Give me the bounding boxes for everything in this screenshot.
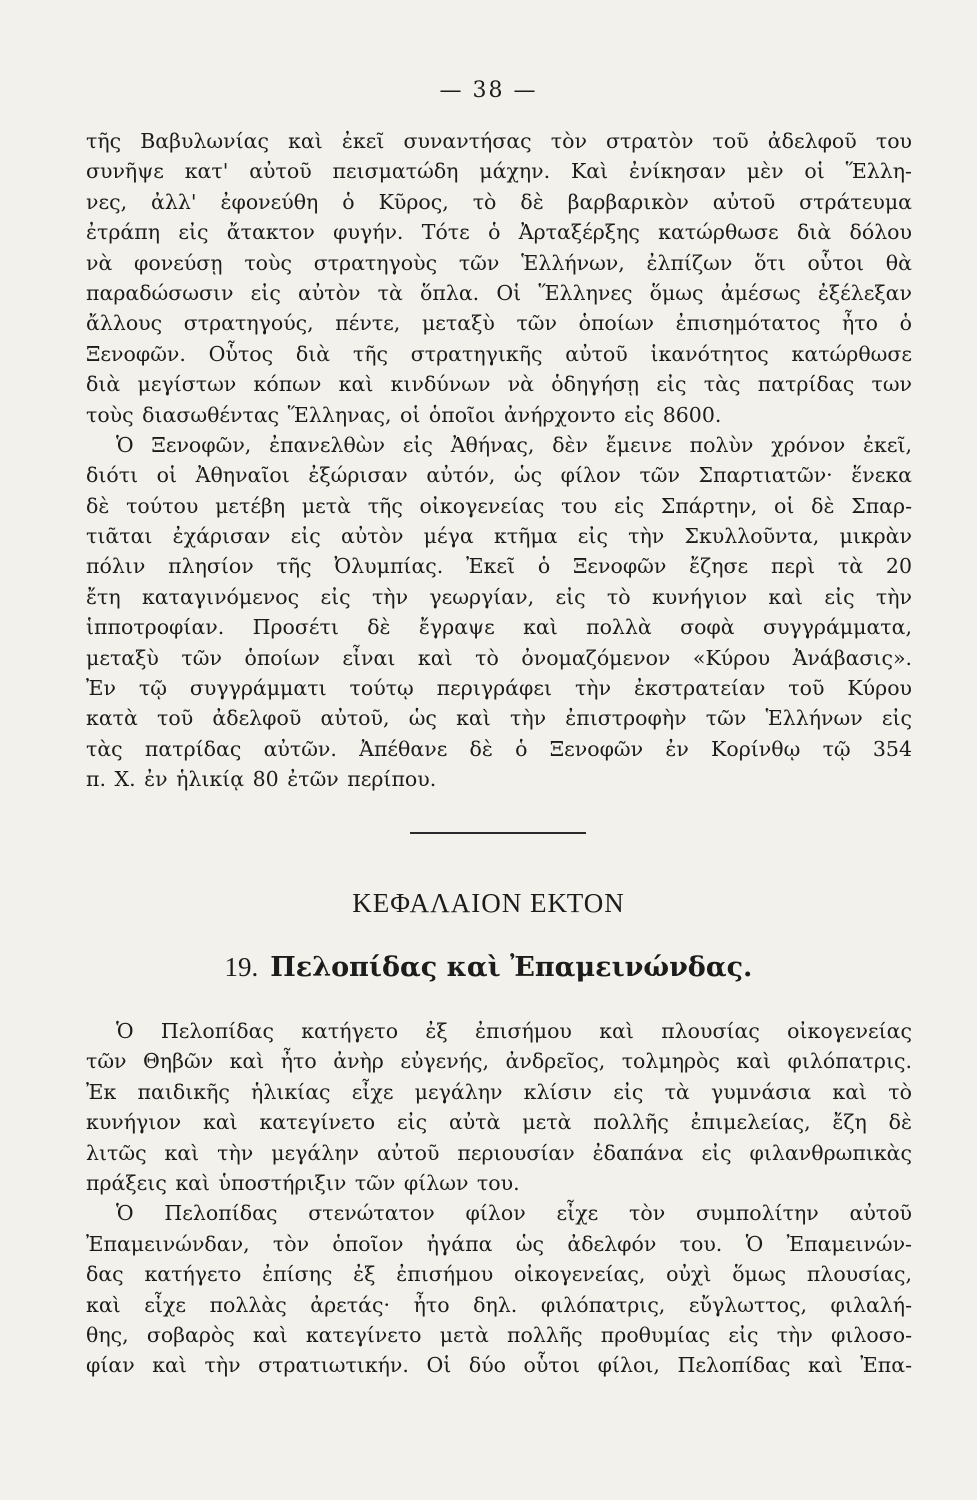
text-line: τοὺς διασωθέντας Ἕλληνας, οἱ ὁποῖοι ἀνήρχοντο εἰς 8600.	[86, 402, 722, 427]
section-title: Πελοπίδας καὶ Ἐπαμεινώνδας.	[270, 952, 753, 983]
text-block-top	[86, 126, 912, 795]
text-line: συνῆψε κατ' αὐτοῦ πεισματώδη μάχην. Καὶ ἐνίκησαν μὲν οἱ Ἕλλη-	[86, 159, 912, 184]
text-line: διὰ μεγίστων κόπων καὶ κινδύνων νὰ ὁδηγήσῃ εἰς τὰς πατρίδας των	[86, 372, 912, 397]
text-line: π. Χ. ἐν ἡλικίᾳ 80 ἐτῶν περίπου.	[86, 767, 437, 792]
text-line: τῆς Βαβυλωνίας καὶ ἐκεῖ συναντήσας τὸν στρατὸν τοῦ ἀδελφοῦ του	[86, 129, 912, 153]
text-line: μεταξὺ τῶν ὁποίων εἶναι καὶ τὸ ὀνομαζόμενον «Κύρου Ἀνάβασις».	[86, 645, 912, 670]
text-line: ἄλλους στρατηγούς, πέντε, μεταξὺ τῶν ὁποίων ἐπισημότατος ἦτο ὁ	[86, 311, 912, 336]
text-line: τῶν Θηβῶν καὶ ἦτο ἀνὴρ εὐγενής, ἀνδρεῖος, τολμηρὸς καὶ φιλόπατρις.	[86, 1049, 912, 1074]
text-line: Ἐκ παιδικῆς ἡλικίας εἶχε μεγάλην κλίσιν εἰς τὰ γυμνάσια καὶ τὸ	[86, 1079, 912, 1104]
text-line: πόλιν πλησίον τῆς Ὀλυμπίας. Ἐκεῖ ὁ Ξενοφῶν ἔζησε περὶ τὰ 20	[86, 554, 912, 579]
text-line: διότι οἱ Ἀθηναῖοι ἐξώρισαν αὐτόν, ὡς φίλον τῶν Σπαρτιατῶν· ἕνεκα	[86, 463, 912, 488]
chapter-title: ΚΕΦΑΛΑΙΟΝ ΕΚΤΟΝ	[352, 888, 625, 918]
paragraph-xenophon	[86, 430, 912, 795]
text-line: θης, σοβαρὸς καὶ κατεγίνετο μετὰ πολλῆς προθυμίας εἰς τὴν φιλοσο-	[86, 1322, 912, 1347]
text-block-bottom	[86, 1016, 912, 1381]
text-line: πράξεις καὶ ὑποστήριξιν τῶν φίλων του.	[86, 1170, 520, 1195]
paragraph-pelopidas-friendship	[86, 1198, 912, 1380]
text-line: λιτῶς καὶ τὴν μεγάλην αὐτοῦ περιουσίαν ἐδαπάνα εἰς φιλανθρωπικὰς	[86, 1140, 912, 1165]
paragraph-pelopidas-origin	[86, 1016, 912, 1198]
text-line: δὲ τούτου μετέβη μετὰ τῆς οἰκογενείας του εἰς Σπάρτην, οἱ δὲ Σπαρ-	[86, 493, 912, 518]
text-line: νες, ἀλλ' ἐφονεύθη ὁ Κῦρος, τὸ δὲ βαρβαρικὸν αὐτοῦ στράτευμα	[86, 189, 912, 214]
text-line: τὰς πατρίδας αὐτῶν. Ἀπέθανε δὲ ὁ Ξενοφῶν ἐν Κορίνθῳ τῷ 354	[86, 736, 912, 761]
text-line: τιᾶται ἐχάρισαν εἰς αὐτὸν μέγα κτῆμα εἰς τὴν Σκυλλοῦντα, μικρὰν	[86, 524, 912, 549]
paragraph-babylon	[86, 126, 912, 430]
text-line: κυνήγιον καὶ κατεγίνετο εἰς αὐτὰ μετὰ πολλῆς ἐπιμελείας, ἔζη δὲ	[86, 1110, 912, 1135]
text-line: δας κατήγετο ἐπίσης ἐξ ἐπισήμου οἰκογενείας, οὐχὶ ὅμως πλουσίας,	[86, 1262, 912, 1287]
text-line: Ὁ Πελοπίδας στενώτατον φίλον εἶχε τὸν συμπολίτην αὐτοῦ	[116, 1201, 912, 1226]
text-line: νὰ φονεύσῃ τοὺς στρατηγοὺς τῶν Ἑλλήνων, ἐλπίζων ὅτι οὗτοι θὰ	[86, 250, 912, 275]
text-line: Ἐπαμεινώνδαν, τὸν ὁποῖον ἠγάπα ὡς ἀδελφόν του. Ὁ Ἐπαμεινών-	[86, 1231, 912, 1256]
text-line: Ξενοφῶν. Οὗτος διὰ τῆς στρατηγικῆς αὐτοῦ ἱκανότητος κατώρθωσε	[86, 341, 912, 366]
text-line: παραδώσωσιν εἰς αὐτὸν τὰ ὅπλα. Οἱ Ἕλληνες ὅμως ἀμέσως ἐξέλεξαν	[86, 280, 912, 305]
text-line: ἱπποτροφίαν. Προσέτι δὲ ἔγραψε καὶ πολλὰ σοφὰ συγγράμματα,	[86, 615, 912, 640]
text-line: Ἐν τῷ συγγράμματι τούτῳ περιγράφει τὴν ἐκστρατείαν τοῦ Κύρου	[86, 676, 912, 701]
text-line: Ὁ Ξενοφῶν, ἐπανελθὼν εἰς Ἀθήνας, δὲν ἔμεινε πολὺν χρόνον ἐκεῖ,	[116, 432, 912, 457]
text-line: ἐτράπη εἰς ἄτακτον φυγήν. Τότε ὁ Ἀρταξέρξης κατώρθωσε διὰ δόλου	[86, 220, 912, 245]
text-line: Ὁ Πελοπίδας κατήγετο ἐξ ἐπισήμου καὶ πλουσίας οἰκογενείας	[116, 1019, 912, 1043]
text-line: κατὰ τοῦ ἀδελφοῦ αὐτοῦ, ὡς καὶ τὴν ἐπιστροφὴν τῶν Ἑλλήνων εἰς	[86, 706, 912, 731]
section-number: 19.	[224, 952, 259, 982]
page-number: — 38 —	[439, 78, 538, 103]
section-heading	[0, 952, 977, 983]
text-line: ἔτη καταγινόμενος εἰς τὴν γεωργίαν, εἰς τὸ κυνήγιον καὶ εἰς τὴν	[86, 584, 912, 609]
text-line: φίαν καὶ τὴν στρατιωτικήν. Οἱ δύο οὗτοι φίλοι, Πελοπίδας καὶ Ἐπα-	[86, 1353, 912, 1378]
text-line: καὶ εἶχε πολλὰς ἀρετάς· ἦτο δηλ. φιλόπατρις, εὔγλωττος, φιλαλή-	[86, 1292, 912, 1317]
section-divider	[410, 832, 586, 834]
